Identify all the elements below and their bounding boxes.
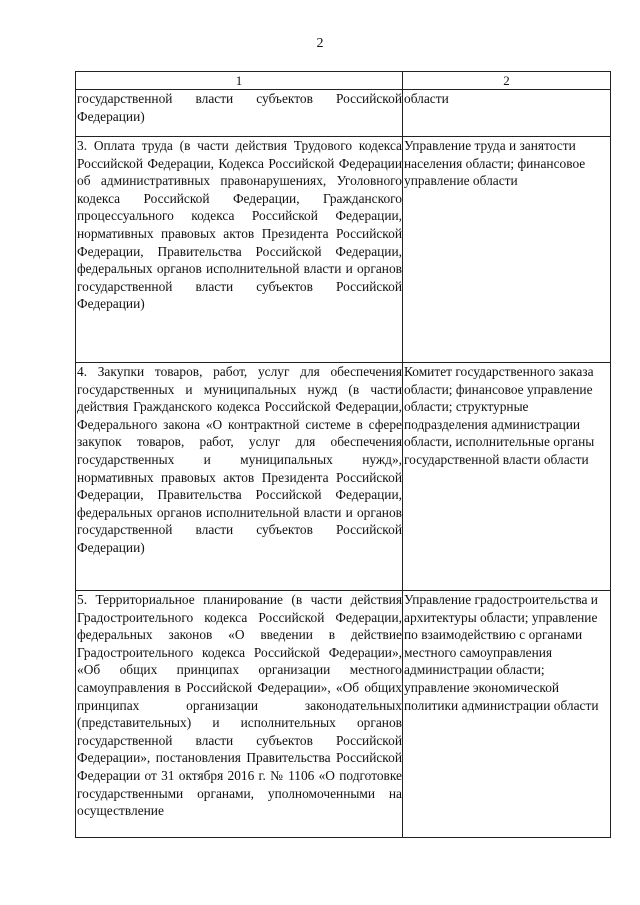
cell-text: Управление градостроительства и архитектуры области; управление по взаимодействию с органами местного самоуправления администрации области; управление экономической политики администрации области <box>404 592 599 713</box>
table-cell-responsible <box>403 363 611 591</box>
cell-text: Управление труда и занятости населения области; финансовое управление области <box>404 138 586 189</box>
cell-text: 5. Территориальное планирование (в части действия Градостроительного кодекса Российской Федерации, федеральных законов «О введении в действие Градостроительного кодекса Российской Федерации», «Об общих принципах организации местного самоуправления в Российской Федерации», «Об общих принципах организации законодательных (представительных) и исполнительных органов государственной власти субъектов Российской Федерации», постановления Правительства Российской Федерации от 31 октября 2016 г. № 1106 «О подготовке государственными органами, уполномоченными на осуществление <box>77 592 402 819</box>
table-cell-responsible <box>403 137 611 363</box>
table-header-row <box>76 72 611 90</box>
cell-text: государственной власти субъектов Российской Федерации) <box>77 91 402 124</box>
table-row <box>76 90 611 137</box>
cell-text: Комитет государственного заказа области; финансовое управление области; структурные подразделения администрации области, исполнительные органы государственной власти области <box>404 364 595 467</box>
table-cell-responsible <box>403 90 611 137</box>
cell-text: 4. Закупки товаров, работ, услуг для обеспечения государственных и муниципальных нужд (в части действия Гражданского кодекса Российской Федерации, Федерального закона «О контрактной системе в сфере закупок товаров, работ, услуг для обеспечения государственных и муниципальных нужд», нормативных правовых актов Президента Российской Федерации, Правительства Российской Федерации, федеральных органов исполнительной власти и органов государственной власти субъектов Российской Федерации) <box>77 364 402 555</box>
responsibility-table <box>75 71 611 838</box>
table-row <box>76 591 611 838</box>
cell-text: области <box>404 91 449 106</box>
header-cell-col2: 2 <box>403 72 611 90</box>
page-number: 2 <box>316 36 324 51</box>
table-row <box>76 363 611 591</box>
table-row <box>76 137 611 363</box>
table-cell-area <box>76 591 403 838</box>
header-cell-col1: 1 <box>76 72 403 90</box>
cell-text: 3. Оплата труда (в части действия Трудового кодекса Российской Федерации, Кодекса Российской Федерации об административных правонарушениях, Уголовного кодекса Российской Федерации, Гражданского процессуального кодекса Российской Федерации, нормативных правовых актов Президента Российской Федерации, Правительства Российской Федерации, федеральных органов исполнительной власти и органов государственной власти субъектов Российской Федерации) <box>77 138 402 312</box>
table-cell-area <box>76 363 403 591</box>
table-cell-area <box>76 137 403 363</box>
table-cell-area <box>76 90 403 137</box>
table-cell-responsible <box>403 591 611 838</box>
